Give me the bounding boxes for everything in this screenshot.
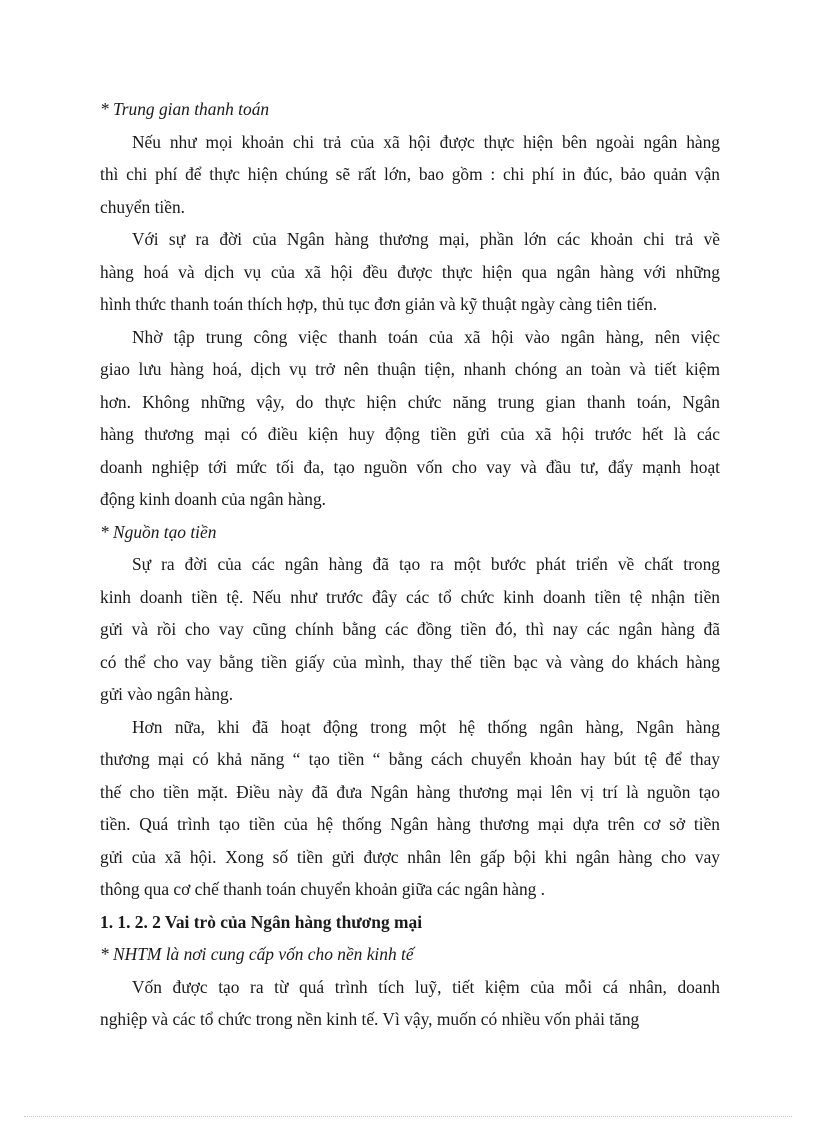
section-subheading-text: * Nguồn tạo tiền — [100, 521, 217, 542]
paragraph-line: Nếu như mọi khoản chi trả của xã hội được thực hiện bên ngoài ngân hàng — [132, 131, 720, 152]
paragraph — [100, 711, 720, 906]
paragraph — [100, 223, 720, 321]
paragraph-line: hình thức thanh toán thích hợp, thủ tục đơn giản và kỹ thuật ngày càng tiên tiến. — [100, 294, 658, 314]
page-bottom-rule — [24, 1116, 792, 1117]
paragraph-line: Nhờ tập trung công việc thanh toán của xã hội vào ngân hàng, nên việc — [132, 326, 720, 347]
paragraph-line: chuyển tiền. — [100, 196, 185, 217]
paragraph-line: Với sự ra đời của Ngân hàng thương mại, phần lớn các khoản chi trả về — [132, 229, 720, 249]
paragraph-line: động kinh doanh của ngân hàng. — [100, 489, 327, 509]
paragraph-line: hàng hoá và dịch vụ của xã hội đều được thực hiện qua ngân hàng với những — [100, 261, 720, 282]
paragraph-line: kinh doanh tiền tệ. Nếu như trước đây các tổ chức kinh doanh tiền tệ nhận tiền — [100, 586, 720, 607]
paragraph-line: thì chi phí để thực hiện chúng sẽ rất lớn, bao gồm : chi phí in đúc, bảo quản vận — [100, 164, 720, 184]
section-heading — [100, 906, 720, 939]
section-subheading-text: * Trung gian thanh toán — [100, 99, 270, 119]
paragraph-line: giao lưu hàng hoá, dịch vụ trở nên thuận tiện, nhanh chóng an toàn và tiết kiệm — [100, 359, 720, 379]
paragraph-line: thế cho tiền mặt. Điều này đã đưa Ngân hàng thương mại lên vị trí là nguồn tạo — [100, 781, 720, 802]
paragraph-line: hàng thương mại có điều kiện huy động tiền gửi của xã hội trước hết là các — [100, 424, 720, 444]
paragraph-line: tiền. Quá trình tạo tiền của hệ thống Ngân hàng thương mại dựa trên cơ sở tiền — [100, 814, 720, 834]
paragraph-line: có thể cho vay bằng tiền giấy của mình, thay thế tiền bạc và vàng do khách hàng — [100, 651, 720, 672]
paragraph — [100, 321, 720, 516]
paragraph-line: Hơn nữa, khi đã hoạt động trong một hệ thống ngân hàng, Ngân hàng — [132, 716, 720, 737]
paragraph-line: Vốn được tạo ra từ quá trình tích luỹ, tiết kiệm của mỗi cá nhân, doanh — [132, 976, 720, 997]
section-subheading — [100, 93, 720, 126]
paragraph — [100, 548, 720, 711]
section-subheading — [100, 516, 720, 549]
paragraph-line: gửi và rồi cho vay cũng chính bằng các đồng tiền đó, thì nay các ngân hàng đã — [100, 619, 720, 639]
paragraph — [100, 971, 720, 1036]
document-body — [100, 93, 720, 1036]
paragraph-line: hơn. Không những vậy, do thực hiện chức năng trung gian thanh toán, Ngân — [100, 391, 720, 412]
paragraph-line: gửi của xã hội. Xong số tiền gửi được nhân lên gấp bội khi ngân hàng cho vay — [100, 846, 720, 867]
paragraph — [100, 126, 720, 224]
paragraph-line: doanh nghiệp tới mức tối đa, tạo nguồn vốn cho vay và đầu tư, đẩy mạnh hoạt — [100, 456, 720, 477]
paragraph-line: thương mại có khả năng “ tạo tiền “ bằng cách chuyển khoản hay bút tệ để thay — [100, 749, 720, 769]
paragraph-line: nghiệp và các tổ chức trong nền kinh tế. Vì vậy, muốn có nhiều vốn phải tăng — [100, 1009, 640, 1029]
section-subheading-text: * NHTM là nơi cung cấp vốn cho nền kinh tế — [100, 944, 414, 964]
paragraph-line: gửi vào ngân hàng. — [100, 684, 234, 704]
section-subheading — [100, 938, 720, 971]
paragraph-line: Sự ra đời của các ngân hàng đã tạo ra một bước phát triển về chất trong — [132, 554, 720, 574]
paragraph-line: thông qua cơ chế thanh toán chuyển khoản giữa các ngân hàng . — [100, 879, 546, 899]
section-heading-text: 1. 1. 2. 2 Vai trò của Ngân hàng thương mại — [100, 911, 423, 932]
